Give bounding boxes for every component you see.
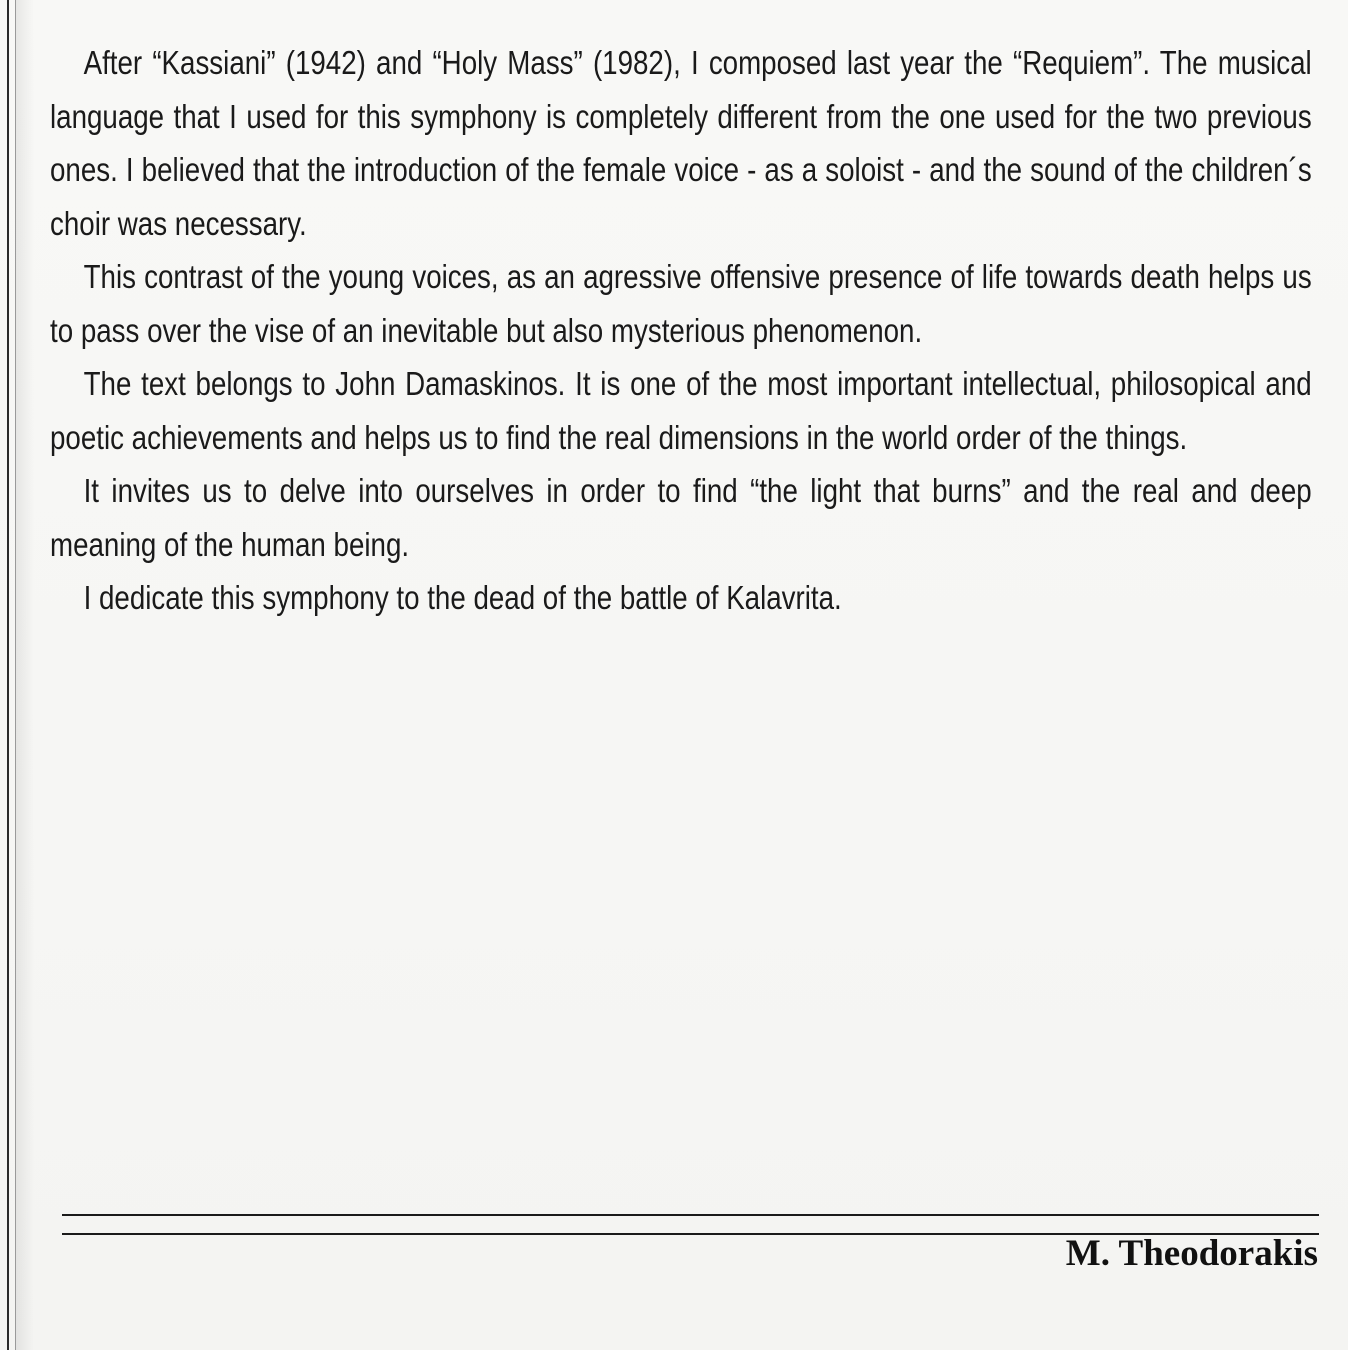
liner-notes-text xyxy=(50,36,1312,625)
paragraph-damaskinos-text: The text belongs to John Damaskinos. It is one of the most important intellectual, philosopical and poetic achievements and helps us to find the real dimensions in the world order of the things. xyxy=(50,365,1312,456)
signature-rule-top xyxy=(62,1214,1319,1216)
author-signature: M. Theodorakis xyxy=(1065,1233,1318,1274)
paragraph-young-voices: This contrast of the young voices, as an agressive offensive presence of life towards death helps us to pass over the vise of an inevitable but also mysterious phenomenon. xyxy=(50,258,1312,349)
spine-edge-line xyxy=(7,0,9,1350)
paragraph-dedication: I dedicate this symphony to the dead of the battle of Kalavrita. xyxy=(83,579,842,616)
spine-shadow xyxy=(16,0,34,1350)
paragraph-requiem-intro: After “Kassiani” (1942) and “Holy Mass” (1982), I composed last year the “Requiem”. The musical language that I used for this symphony is completely different from the one used for the two previous ones. I believed that the introduction of the female voice - as a soloist - and the sound of the children´s choir was necessary. xyxy=(50,44,1312,242)
paragraph-light-that-burns: It invites us to delve into ourselves in order to find “the light that burns” and the real and deep meaning of the human being. xyxy=(50,472,1312,563)
